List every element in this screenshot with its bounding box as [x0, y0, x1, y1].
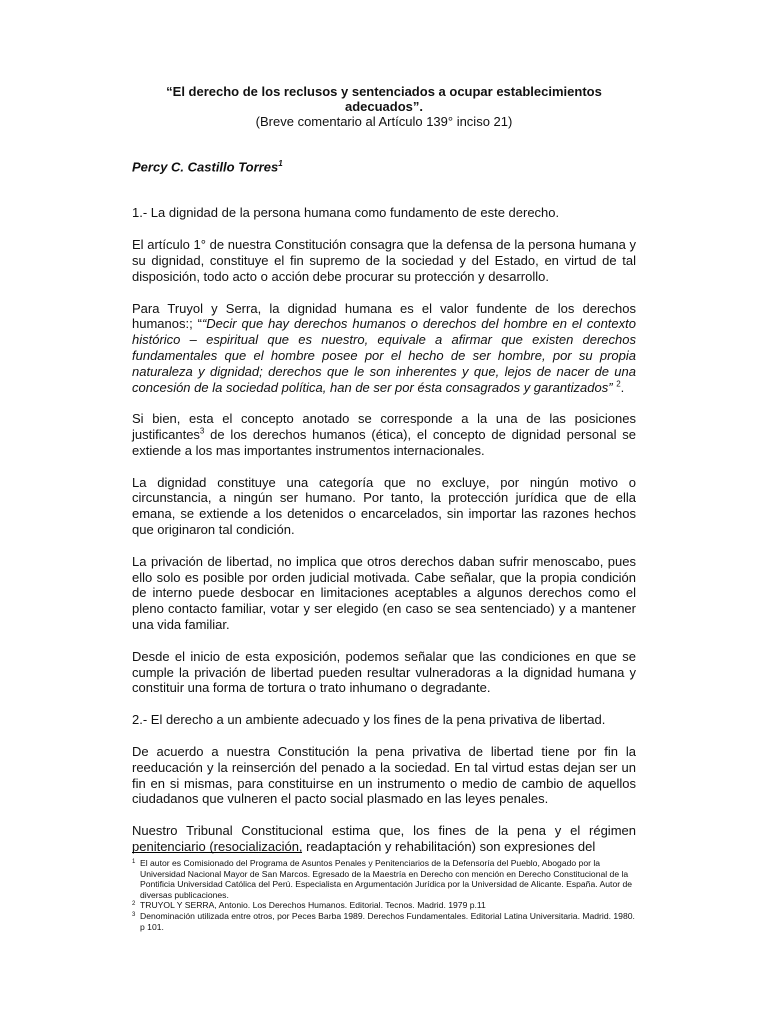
footnote-ref-2: 2: [616, 379, 621, 389]
paragraph-5: La privación de libertad, no implica que otros derechos daban sufrir menoscabo, pues ello solo es posible por orden judicial motivada. Cabe señalar, que la propia condición de interno puede desbocar en limitaciones aceptables a algunos derechos como el pleno contacto familiar, votar y ser elegido (en caso se sea sentenciado) y a mantener una vida familiar.: [132, 553, 636, 633]
paragraph-6: Desde el inicio de esta exposición, podemos señalar que las condiciones en que se cumple la privación de libertad pueden resultar vulneradoras a la dignidad humana y constituir una forma de tortura o trato inhumano o degradante.: [132, 648, 636, 696]
footnote-3: [132, 911, 636, 932]
document-title: “El derecho de los reclusos y sentenciados a ocupar establecimientos adecuados”.: [166, 84, 602, 114]
section-1-heading: 1.- La dignidad de la persona humana como fundamento de este derecho.: [132, 205, 560, 221]
author-name: [132, 156, 636, 175]
paragraph-3: [132, 411, 636, 458]
footnotes: [132, 858, 636, 932]
author-name-text: Percy C. Castillo Torres: [132, 159, 279, 175]
paragraph-3-a: Si bien, esta el concepto anotado se corresponde a la una de las posiciones justificantes: [132, 411, 636, 443]
paragraph-8: Nuestro Tribunal Constitucional estima que, los fines de la pena y el régimen penitenciario (resocialización, readaptación y rehabilitación) son expresiones del: [132, 823, 636, 855]
footnote-text: Denominación utilizada entre otros, por Peces Barba 1989. Derechos Fundamentales. Editorial Latina Universitaria. Madrid. 1980. p 101.: [140, 910, 635, 932]
paragraph-2-lead: Para Truyol y Serra, la dignidad humana es el valor fundente de los derechos humanos:; “: [132, 300, 636, 332]
footnote-number: 1: [132, 859, 136, 865]
paragraph-2-end: .: [620, 379, 625, 395]
footnote-ref-3: 3: [199, 426, 205, 436]
author-footnote-ref: 1: [278, 159, 283, 168]
footnote-number: 2: [132, 901, 136, 908]
paragraph-2: [132, 301, 636, 396]
paragraph-3-b: de los derechos humanos (ética), el concepto de dignidad personal se extiende a los mas importantes instrumentos internacionales.: [132, 427, 636, 458]
footnote-text: TRUYOL Y SERRA, Antonio. Los Derechos Humanos. Editorial. Tecnos. Madrid. 1979 p.11: [140, 900, 486, 911]
paragraph-7: De acuerdo a nuestra Constitución la pena privativa de libertad tiene por fin la reeducación y la reinserción del penado a la sociedad. En tal virtud estas dejan ser un fin en si mismas, para constituirse en un instrumento o medio de cambio de aquellos ciudadanos que vulneren el pacto social plasmado en las leyes penales.: [132, 744, 636, 807]
paragraph-2-quote: “Decir que hay derechos humanos o derechos del hombre en el contexto histórico – espiritual que es nuestro, equivale a afirmar que existen derechos fundamentales que el hombre posee por el hecho de ser hombre, por su propia naturaleza y dignidad; derechos que le son inherentes y que, lejos de nacer de una concesión de la sociedad política, han de ser por ésta consagrados y garantizados”: [132, 316, 636, 395]
footnote-2: [132, 900, 636, 911]
footnote-divider: [132, 852, 302, 853]
paragraph-4: La dignidad constituye una categoría que no excluye, por ningún motivo o circunstancia, a ningún ser humano. Por tanto, la protección jurídica que de ella emana, se extiende a los detenidos o encarcelados, sin importar las razones hechos que originaron tal condición.: [132, 474, 636, 538]
footnote-number: 3: [132, 911, 136, 918]
document-subtitle: (Breve comentario al Artículo 139° inciso 21): [255, 114, 513, 129]
document-page: [132, 84, 636, 855]
footnote-1: [132, 858, 636, 900]
paragraph-1: El artículo 1° de nuestra Constitución consagra que la defensa de la persona humana y su dignidad, constituye el fin supremo de la sociedad y del Estado, en virtud de tal disposición, todo acto o acción debe procurar su protección y desarrollo.: [132, 237, 636, 284]
section-2-heading: 2.- El derecho a un ambiente adecuado y los fines de la pena privativa de libertad.: [132, 712, 606, 728]
footnote-text: El autor es Comisionado del Programa de Asuntos Penales y Penitenciarios de la Defensoría del Pueblo, Abogado por la Universidad Nacional Mayor de San Marcos. Egresado de la Maestría en Derecho con mención en Derecho Constitucional de la Pontificia Universidad Católica del Perú. Especialista en Argumentación Jurídica por la Universidad de Alicante. España. Autor de diversas publicaciones.: [140, 858, 633, 900]
